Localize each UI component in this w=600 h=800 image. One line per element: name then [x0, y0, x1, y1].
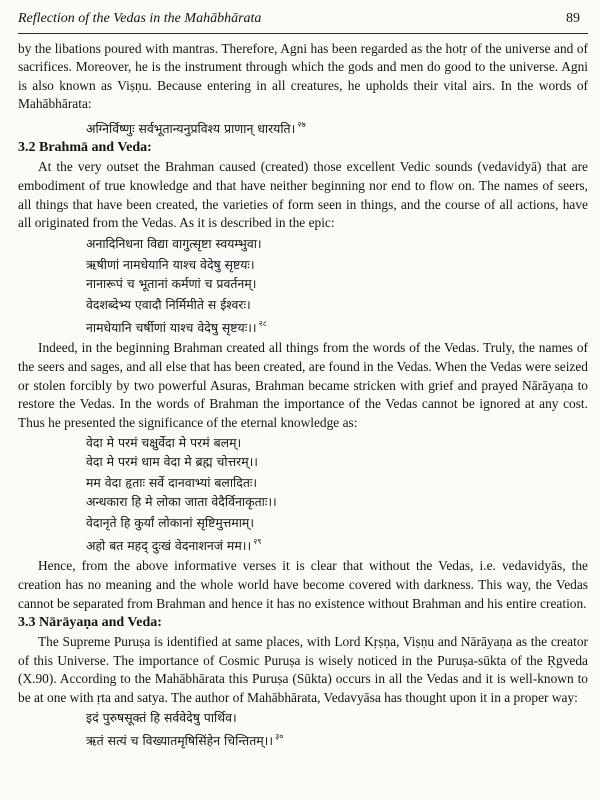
verse-text: ऋतं सत्यं च विख्यातमृषिसिंहेन चिन्तितम्।। [86, 732, 274, 748]
verse-line: मम वेदा हृताः सर्वे दानवाभ्यां बलादितः। [86, 475, 258, 491]
verse-line: ऋषीणां नामधेयानि याश्च वेदेषु सृष्टयः। [86, 257, 255, 273]
verse-line: अन्धकारा हि मे लोका जाता वेदैर्विनाकृताः।। [86, 493, 277, 509]
paragraph-agni: by the libations poured with mantras. Therefore, Agni has been regarded as the hotṛ of the universe and of sacrifices. Moreover, he is the instrument through which the gods and men do good to the universe. Agni is also known as Viṣṇu. Because entering in all creatures, he upholds their vital airs. In the words of Mahābhārata: [18, 40, 588, 112]
verse-text: नामधेयानि चर्षीणां याश्च वेदेषु सृष्टयः।। [86, 319, 257, 335]
verse-line: नानारूपं च भूतानां कर्मणां च प्रवर्तनम्। [86, 275, 257, 291]
paragraph-brahma: At the very outset the Brahman caused (created) those excellent Vedic sounds (vedavidyā) that are embodiment of true knowledge and that have neither beginning nor end to flow on. The names of seers, all things that have been created, the varieties of form seen in things, and the course of all actions, have all originated from the Vedas. As it is described in the epic: [18, 159, 588, 231]
section-heading-3-2: 3.2 Brahmā and Veda: [18, 140, 152, 156]
verse-line: वेदानृते हि कुर्यां लोकानां सृष्टिमुत्तमाम्। [86, 515, 255, 531]
footnote-ref: २८ [258, 318, 267, 328]
paragraph-conclusion: Hence, from the above informative verses it is clear that without the Vedas, i.e. vedavidyās, the creation has no meaning and the whole world have become covered with darkness. This way, the Vedas cannot be separated from Brahman and hence it has no existence without Brahman and his entire creation. [18, 558, 588, 611]
section-heading-3-3: 3.3 Nārāyaṇa and Veda: [18, 615, 162, 631]
verse-line [86, 315, 588, 338]
page-number: 89 [566, 11, 580, 26]
verse-block-1 [18, 116, 588, 139]
verse-line: वेदा मे परमं धाम वेदा मे ब्रह्म चोत्तरम्।। [86, 453, 259, 469]
running-header [18, 10, 588, 34]
verse-line: इदं पुरुषसूक्तं हि सर्ववेदेषु पार्थिव। [86, 710, 237, 726]
footnote-ref: ३० [275, 731, 284, 741]
footnote-ref: २९ [253, 536, 262, 546]
verse-block-2 [18, 235, 588, 338]
verse-text: अग्निर्विष्णुः सर्वभूतान्यनुप्रविश्य प्राणान् धारयति। [86, 120, 296, 136]
verse-line: वेदा मे परमं चक्षुर्वेदा मे परमं बलम्। [86, 435, 242, 451]
verse-text: अहो बत महद् दुःखं वेदनाशनजं मम।। [86, 537, 252, 553]
footnote-ref: २७ [297, 119, 306, 129]
verse-block-3 [18, 434, 588, 555]
verse-line: वेदशब्देभ्य एवादौ निर्मिमीते स ईश्वरः। [86, 297, 251, 313]
verse-line [86, 728, 588, 751]
verse-line [86, 116, 588, 139]
paragraph-narayana: The Supreme Puruṣa is identified at same places, with Lord Kṛṣṇa, Viṣṇu and Nārāyaṇa as the creator of this Universe. The importance of Cosmic Puruṣa is wisely noticed in the Puruṣa-sūkta of the Ṛgveda (X.90). According to the Mahābhārata this Puruṣa (Sūkta) occurs in all the Vedas and it is well-known to be at one with ṛta and satya. The author of Mahābhārata, Vedavyāsa has thought upon it in a proper way: [18, 634, 588, 705]
verse-line [86, 533, 588, 556]
verse-line: अनादिनिधना विद्या वागुत्सृष्टा स्वयम्भुवा। [86, 235, 262, 251]
running-title: Reflection of the Vedas in the Mahābhārata [18, 11, 262, 26]
paragraph-vedas-seized: Indeed, in the beginning Brahman created all things from the words of the Vedas. Truly, the names of the seers and sages, and all else that has been created, are found in the Vedas. When the Vedas were seized or stolen forcibly by two powerful Asuras, Brahman became stricken with grief and prayed Nārāyaṇa to restore the Vedas. In the words of Brahman the importance of the Vedas cannot be ignored at any cost. Thus he presented the significance of the eternal knowledge as: [18, 340, 588, 430]
verse-block-4 [18, 709, 588, 750]
